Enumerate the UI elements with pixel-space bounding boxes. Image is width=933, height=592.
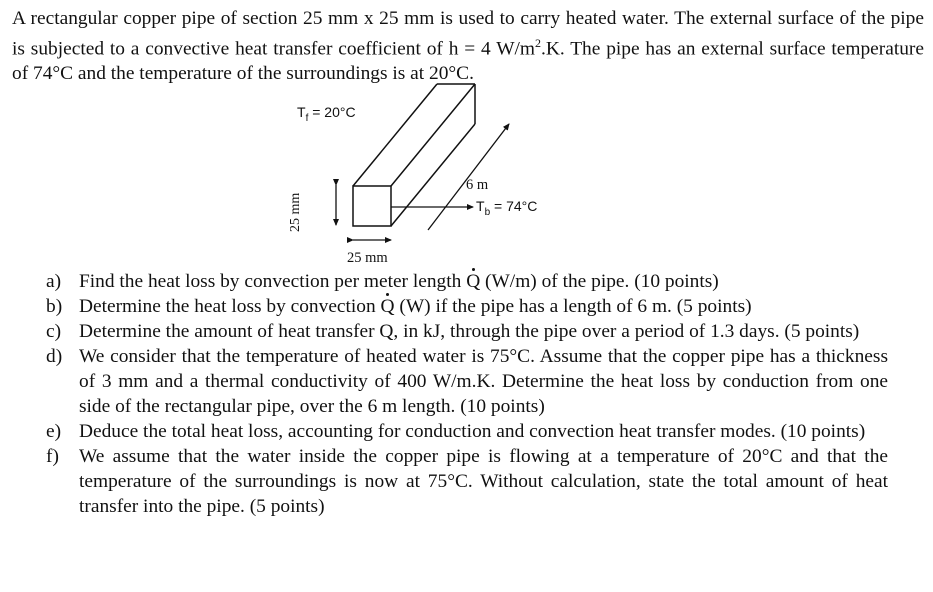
question-marker: b) xyxy=(46,296,63,317)
q-dot-symbol: Q xyxy=(466,271,481,292)
pipe-edge xyxy=(391,124,475,226)
question-marker: a) xyxy=(46,271,62,292)
question-marker: c) xyxy=(46,321,62,342)
pipe-diagram xyxy=(280,82,580,270)
question-marker: f) xyxy=(46,446,59,467)
height-label: 25 mm xyxy=(288,192,303,232)
tb-label: $T_b = 74^\circ C$ xyxy=(476,198,538,218)
intro-text-1: A rectangular copper pipe of section 25 mm x 25 mm is used to carry heated water. The external surface of the pipe is subjected to a convective heat transfer coefficient of h = 4 W/m xyxy=(12,8,924,60)
question-e: e) Deduce the total heat loss, accounting for conduction and convection heat transfer modes. (10 points) xyxy=(46,421,866,442)
question-c: c) Determine the amount of heat transfer Q, in kJ, through the pipe over a period of 1.3 days. (5 points) xyxy=(46,321,860,342)
intro-superscript: 2 xyxy=(535,36,541,50)
question-b: b) Determine the heat loss by convection Q (W) if the pipe has a length of 6 m. (5 points) xyxy=(46,296,752,317)
tf-label: $T_f = 20^\circ C$ xyxy=(297,104,356,124)
length-label: 6 m xyxy=(466,177,489,193)
pipe-front-face xyxy=(353,186,391,226)
pipe-edge xyxy=(353,84,437,186)
question-d: d) We consider that the temperature of heated water is 75°C. Assume that the copper pipe has a thickness of 3 mm and a thermal conductivity of 400 W/m.K. Determine the heat loss by conduction from one side of the rectangular pipe, over the 6 m length. (10 points) xyxy=(46,346,888,417)
question-a: a) Find the heat loss by convection per meter length Q (W/m) of the pipe. (10 points) xyxy=(46,271,719,292)
question-marker: d) xyxy=(46,346,63,367)
width-label: 25 mm xyxy=(347,250,388,266)
intro-text-2: .K. The pipe has an external surface temperature of 74°C and the temperature of the surroundings is at 20°C. xyxy=(12,38,924,85)
question-list xyxy=(0,269,933,519)
question-marker: e) xyxy=(46,421,62,442)
question-f: f) We assume that the water inside the copper pipe is flowing at a temperature of 20°C and that the temperature of the surroundings is now at 75°C. Without calculation, state the total amount of heat transfer into the pipe. (5 points) xyxy=(46,446,888,517)
q-dot-symbol: Q xyxy=(380,296,395,317)
pipe-edge xyxy=(391,84,475,186)
problem-statement xyxy=(12,6,924,86)
